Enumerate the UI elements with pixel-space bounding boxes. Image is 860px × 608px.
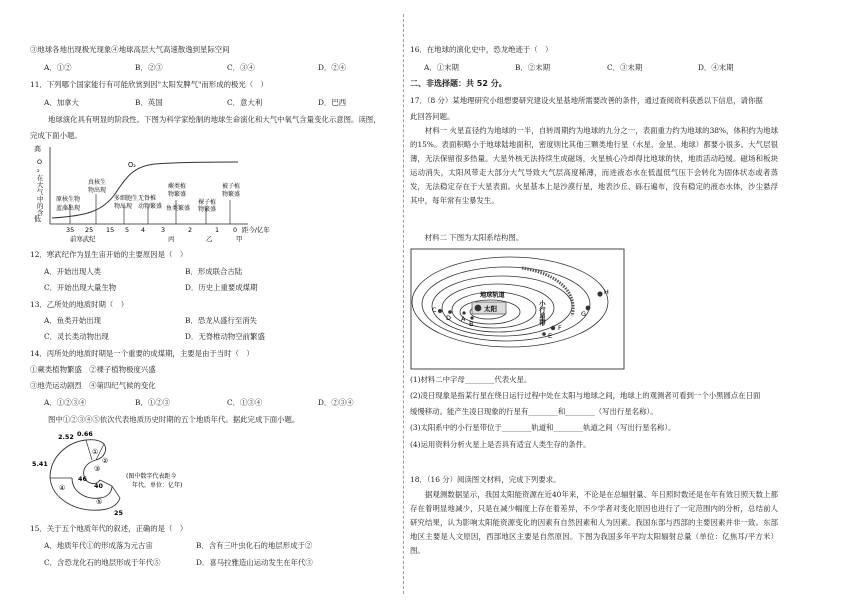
material-1: 材料一 火星直径约为地球的一半，自转周期约为地球的九分之一，表面重力约为地球的38%，体积约为地球的15%。表面积略小于地球陆地面积，密度则比其他三颗类地行星（水星、金星、地球）都要小很多。大气层很薄，无法保留很多热量。大星外核无法持续生成磁场，火星核心冷却得比地球的快，地质活动趋缓。磁场和板块运动消失，太阳风带走大部分大气导致大气层高度稀薄，而进液态水在低温低气压下会转化为固体状态或者蒸发，无法稳定存在于大星表面。火星基本上是沙漠行星，地表沙丘、砾石遍布，没有稳定的液态水体，沙尘悬浮其中，每年常有尘暴发生。 — [410, 126, 778, 206]
svg-text:蕨类植: 蕨类植 — [168, 183, 187, 190]
solar-system-diagram — [410, 248, 625, 370]
o2-label: O₂ — [128, 161, 136, 169]
svg-text:C: C — [432, 306, 437, 314]
svg-text:的: 的 — [37, 202, 44, 210]
q16-option-c: C．③末期 — [607, 63, 643, 72]
q15-option-c: C．含恐龙化石的地层形成于年代⑤ — [44, 558, 161, 567]
x-tick-labels — [66, 226, 237, 234]
q17-stem-2: 此回答问题。 — [410, 112, 455, 121]
q17-part-2: (2)凌日现象是指某行星在绕日运行过程中处在太阳与地球之间，地球上的观测者可看到一个小黑圆点在日面 — [410, 391, 761, 400]
column-divider — [403, 14, 404, 594]
q12-option-a: A．开始出现人类 — [44, 267, 102, 276]
svg-text:②: ② — [102, 457, 109, 465]
svg-text:无脊椎: 无脊椎 — [138, 195, 157, 202]
q16-option-a: A．①末期 — [424, 63, 459, 72]
q14-stem: 14．丙所处的地质时期是一个重要的成煤期，主要是由于当时（ ） — [30, 349, 254, 358]
svg-text:E: E — [548, 332, 553, 340]
asteroid-belt-label: 小行星带 — [538, 300, 546, 326]
q14-option-a: A．①②③④ — [44, 398, 87, 407]
era-labels — [70, 234, 242, 243]
svg-text:D: D — [446, 314, 451, 322]
svg-text:甲: 甲 — [236, 235, 243, 243]
q14-option-d: D．②③④ — [318, 398, 354, 407]
q14-statements-1: ①蕨类植物繁盛 ②裸子植物极度兴盛 — [30, 365, 156, 374]
svg-text:③: ③ — [94, 465, 101, 473]
q13-option-b: B．恐龙从盛行至消失 — [185, 316, 257, 325]
svg-text:H: H — [604, 288, 609, 296]
svg-text:F: F — [558, 324, 562, 332]
svg-text:①: ① — [92, 448, 99, 456]
svg-text:1: 1 — [215, 226, 220, 234]
q12-option-b: B．形成联合古陆 — [185, 267, 243, 276]
svg-text:G: G — [581, 310, 586, 318]
q10-option-d: D．②④ — [318, 63, 347, 72]
material-2-caption: 材料二 下图为太阳系结构图。 — [410, 233, 524, 242]
q14-option-c: C．①③④ — [227, 398, 263, 407]
intro-geologic: 图中①②③④⑤依次代表地质历史时期的五个地质年代。据此完成下面小题。 — [48, 415, 300, 424]
q11-option-d: D．巴西 — [318, 98, 347, 107]
svg-text:裸子植: 裸子植 — [198, 199, 217, 206]
q17-part-2b: 缓慢移动。能产生凌日现象的行星有________和________（写出行星名称）。 — [410, 407, 658, 416]
svg-text:40: 40 — [94, 482, 103, 490]
spiral-numbers — [32, 430, 123, 517]
svg-text:5.41: 5.41 — [32, 460, 48, 468]
svg-text:O: O — [37, 158, 43, 166]
y-high-label: 高 — [34, 145, 41, 153]
q13-option-c: C．灵长类动物出现 — [44, 332, 109, 341]
q11-option-c: C．意大利 — [227, 98, 263, 107]
svg-text:0: 0 — [233, 226, 238, 234]
svg-text:真核生: 真核生 — [88, 179, 107, 186]
q17-part-4: (4)运用资料分析火星上是否具有适宜人类生存的条件。 — [410, 440, 591, 449]
svg-text:含: 含 — [37, 209, 44, 217]
svg-text:₂: ₂ — [37, 166, 40, 174]
svg-text:丙: 丙 — [168, 235, 175, 243]
q11-stem: 11．下列哪个国家能行有可能欣赏到因"太阳发脾气"而形成的极光（ ） — [30, 80, 268, 89]
sun-icon — [475, 305, 482, 312]
right-column — [410, 0, 780, 608]
event-labels — [56, 178, 240, 213]
svg-text:5: 5 — [125, 226, 130, 234]
svg-text:35: 35 — [66, 226, 75, 234]
svg-text:2.52: 2.52 — [58, 433, 74, 441]
svg-text:25: 25 — [85, 226, 94, 234]
left-column — [30, 0, 398, 608]
spiral-note — [126, 472, 182, 489]
svg-text:46: 46 — [78, 475, 87, 483]
svg-text:⑤: ⑤ — [96, 498, 103, 506]
q16-stem: 16．在地球的演化史中，恐龙绝迹于（ ） — [410, 45, 553, 54]
svg-text:④: ④ — [59, 484, 66, 492]
q15-stem: 15．关于五个地质年代的叙述，正确的是（ ） — [30, 524, 188, 533]
svg-text:物繁盛: 物繁盛 — [222, 191, 241, 198]
svg-text:0.66: 0.66 — [77, 430, 93, 438]
q10-option-c: C．③④ — [227, 63, 255, 72]
svg-text:鱼类繁盛: 鱼类繁盛 — [166, 205, 191, 212]
intro-evolution-2: 完成下面小题。 — [30, 131, 82, 140]
q18-stem: 18．（16 分）阅读图文材料，完成下列要求。 — [410, 475, 561, 484]
q17-part-3: (3)太阳系中的小行星带位于________轨道和________轨道之间（写出行星名称）。 — [410, 423, 676, 432]
q12-option-d: D．历史上重要成煤期 — [185, 283, 258, 292]
svg-text:物繁盛: 物繁盛 — [198, 206, 217, 213]
q15-option-d: D．喜马拉雅造山运动发生在年代③ — [196, 558, 313, 567]
svg-text:25: 25 — [114, 509, 123, 517]
svg-text:气: 气 — [37, 188, 44, 196]
x-unit-label: 距今/亿年 — [242, 226, 270, 234]
svg-text:动物繁盛: 动物繁盛 — [138, 203, 163, 210]
svg-text:蓝藻出现: 蓝藻出现 — [56, 205, 81, 212]
q11-option-a: A．加拿大 — [44, 98, 79, 107]
svg-text:中: 中 — [37, 195, 44, 203]
svg-text:A: A — [461, 315, 466, 323]
section-heading: 二、非选择题：共 52 分。 — [410, 79, 507, 88]
q17-stem: 17．（8 分）某地理研究小组想要研究建设火星基地所需要改善的条件，通过查阅资料获悉以下信息，请你据 — [410, 96, 763, 105]
svg-text:多细胞生: 多细胞生 — [114, 195, 139, 202]
svg-text:被子植: 被子植 — [222, 183, 241, 190]
svg-text:原核生物: 原核生物 — [56, 196, 81, 203]
svg-text:年代，单位：亿年): 年代，单位：亿年) — [132, 482, 183, 489]
earth-orbit-label: 地球轨道 — [480, 292, 505, 299]
q13-stem: 13．乙所处的地质时期（ ） — [30, 300, 129, 309]
q14-statements-2: ③地壳运动剧烈 ④第四纪气候的变化 — [30, 381, 156, 390]
svg-text:B: B — [469, 320, 474, 328]
sun-label: 太阳 — [484, 305, 497, 313]
svg-text:乙: 乙 — [206, 235, 213, 243]
q10-option-a: A．①② — [44, 63, 72, 72]
material-3: 据观测数据显示，我国太阳能资源在近40年来，不论是在总辐射量、年日照时数还是在年有效日照天数上都存在着明显地减少，只是在减少幅度上存在着差异，不少学者对变化原因也进行了一定范围内的分析，总结前人研究结果，认为影响太阳能资源变化的因素有自然因素和人为因素。我国东部与西部的主要因素并非一致。东部地区主要是人文原因，西部地区主要是自然原因。下图为我国多年平均太阳辐射总量（单位：亿焦耳/平方米）图。 — [410, 490, 778, 556]
q13-option-a: A．鱼类开始出现 — [44, 316, 102, 325]
svg-text:前寒武纪: 前寒武纪 — [70, 235, 96, 243]
geologic-spiral-chart — [30, 428, 230, 520]
q15-option-b: B．含有三叶虫化石的地层形成于② — [196, 541, 313, 550]
q10-statement: ③地球各地出现极光现象④地球高层大气高速散逸到星际空间 — [30, 45, 230, 54]
q12-stem: 12．寒武纪作为显生宙开始的主要原因是（ ） — [30, 250, 188, 259]
svg-text:物繁盛: 物繁盛 — [168, 191, 187, 198]
q14-option-b: B．①②③ — [135, 398, 170, 407]
svg-text:(图中数字代表距今: (图中数字代表距今 — [126, 473, 177, 480]
y-low-label: 低 — [34, 215, 41, 223]
q16-option-b: B．②末期 — [515, 63, 550, 72]
svg-text:物出现: 物出现 — [114, 203, 133, 210]
q13-option-d: D．无脊椎动物空前繁盛 — [185, 332, 265, 341]
svg-text:在: 在 — [37, 174, 44, 182]
y-axis-label — [37, 158, 44, 217]
svg-text:4: 4 — [141, 226, 146, 234]
q10-option-b: B．②③ — [135, 63, 163, 72]
svg-text:15: 15 — [106, 226, 115, 234]
q12-option-c: C．开始出现大量生物 — [44, 283, 117, 292]
svg-text:2: 2 — [188, 226, 193, 234]
svg-text:物出现: 物出现 — [88, 187, 107, 194]
q16-option-d: D．④末期 — [698, 63, 734, 72]
svg-text:3: 3 — [161, 226, 166, 234]
q11-option-b: B．英国 — [135, 98, 163, 107]
evolution-chart — [30, 144, 290, 244]
svg-text:大: 大 — [37, 181, 44, 189]
intro-evolution: 地球演化具有明显的阶段性。下图为科学家绘制的地球生命演化和大气中氧气含量变化示意图。读图， — [48, 115, 381, 124]
q15-option-a: A．地质年代①的形成落为元古宙 — [44, 541, 153, 550]
q17-part-1: (1)材料二中字母________代表火星。 — [410, 375, 532, 384]
